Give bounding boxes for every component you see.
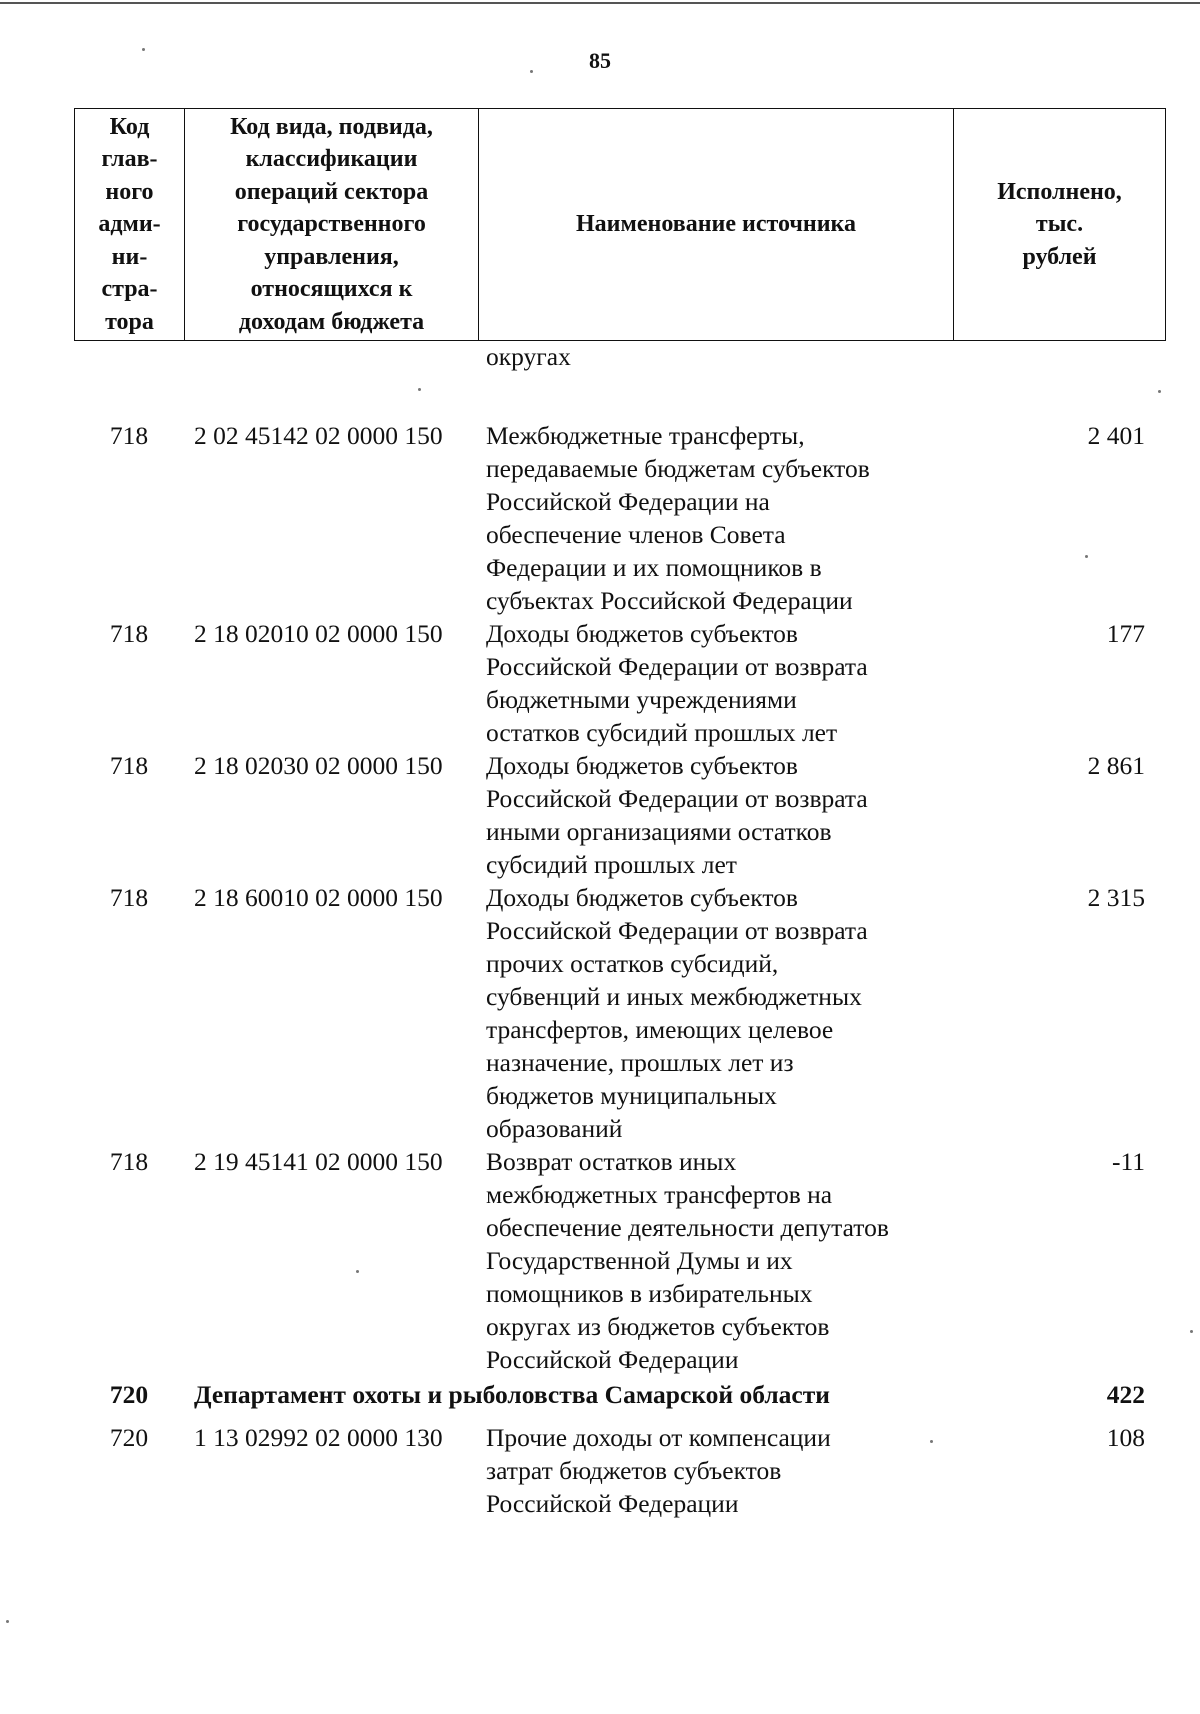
source-name: Доходы бюджетов субъектов Российской Федерации от возврата бюджетными учреждениями остатков субсидий прошлых лет	[486, 619, 868, 747]
scan-speck	[1158, 390, 1161, 393]
section-row	[74, 1376, 1165, 1421]
page-number: 85	[589, 48, 611, 73]
section-amount: 422	[1106, 1380, 1145, 1409]
classification-code: 2 18 02010 02 0000 150	[194, 619, 443, 648]
continuation-row	[74, 340, 1165, 373]
amount: 2 861	[1087, 751, 1145, 780]
table-row	[74, 749, 1165, 881]
scan-speck	[530, 70, 533, 73]
table-row	[74, 1145, 1165, 1376]
scan-speck	[1190, 1330, 1193, 1333]
source-name: Прочие доходы от компенсации затрат бюджетов субъектов Российской Федерации	[486, 1423, 831, 1518]
admin-code: 718	[109, 751, 149, 780]
source-name: Доходы бюджетов субъектов Российской Федерации от возврата иными организациями остатков субсидий прошлых лет	[486, 751, 868, 879]
amount: 108	[1106, 1423, 1145, 1452]
amount: 2 401	[1087, 421, 1145, 450]
scan-speck	[142, 48, 145, 51]
source-name: Доходы бюджетов субъектов Российской Федерации от возврата прочих остатков субсидий, субвенций и иных межбюджетных трансфертов, имеющих целевое назначение, прошлых лет из бюджетов муниципальных образований	[486, 883, 868, 1143]
amount: -11	[1111, 1147, 1145, 1176]
table-row	[74, 419, 1165, 617]
source-name: Возврат остатков иных межбюджетных трансфертов на обеспечение деятельности депутатов Государственной Думы и их помощников в избирательных округах из бюджетов субъектов Российской Федерации	[486, 1147, 889, 1374]
admin-code: 718	[109, 1147, 149, 1176]
scan-speck	[930, 1440, 933, 1443]
continuation-text: округах	[486, 342, 571, 371]
source-name: Межбюджетные трансферты, передаваемые бюджетам субъектов Российской Федерации на обеспечение членов Совета Федерации и их помощников в субъектах Российской Федерации	[486, 421, 870, 615]
admin-code: 720	[109, 1423, 149, 1452]
section-title: Департамент охоты и рыболовства Самарской области	[194, 1380, 830, 1409]
scan-speck	[356, 1270, 359, 1273]
table-row	[74, 617, 1165, 749]
admin-code: 718	[109, 421, 149, 450]
income-table	[74, 340, 1165, 1520]
section-admin-code: 720	[109, 1380, 149, 1409]
table-row	[74, 1421, 1165, 1520]
classification-code: 2 19 45141 02 0000 150	[194, 1147, 443, 1176]
scan-speck	[6, 1620, 9, 1623]
classification-code: 2 02 45142 02 0000 150	[194, 421, 443, 450]
table-header	[74, 108, 1166, 341]
amount: 2 315	[1087, 883, 1145, 912]
scan-top-edge	[0, 2, 1200, 4]
classification-code: 2 18 60010 02 0000 150	[194, 883, 443, 912]
classification-code: 1 13 02992 02 0000 130	[194, 1423, 443, 1452]
header-source-name: Наименование источника	[479, 109, 954, 341]
admin-code: 718	[109, 883, 149, 912]
amount: 177	[1106, 619, 1145, 648]
scan-speck	[418, 388, 421, 391]
table-row	[74, 881, 1165, 1145]
header-executed-amount: Исполнено, тыс. рублей	[954, 109, 1166, 341]
admin-code: 718	[109, 619, 149, 648]
scan-speck	[1085, 555, 1088, 558]
header-admin-code: Код глав- ного адми- ни- стра- тора	[75, 109, 185, 341]
header-classification-code: Код вида, подвида, классификации операций сектора государственного управления, относящихся к доходам бюджета	[185, 109, 479, 341]
classification-code: 2 18 02030 02 0000 150	[194, 751, 443, 780]
